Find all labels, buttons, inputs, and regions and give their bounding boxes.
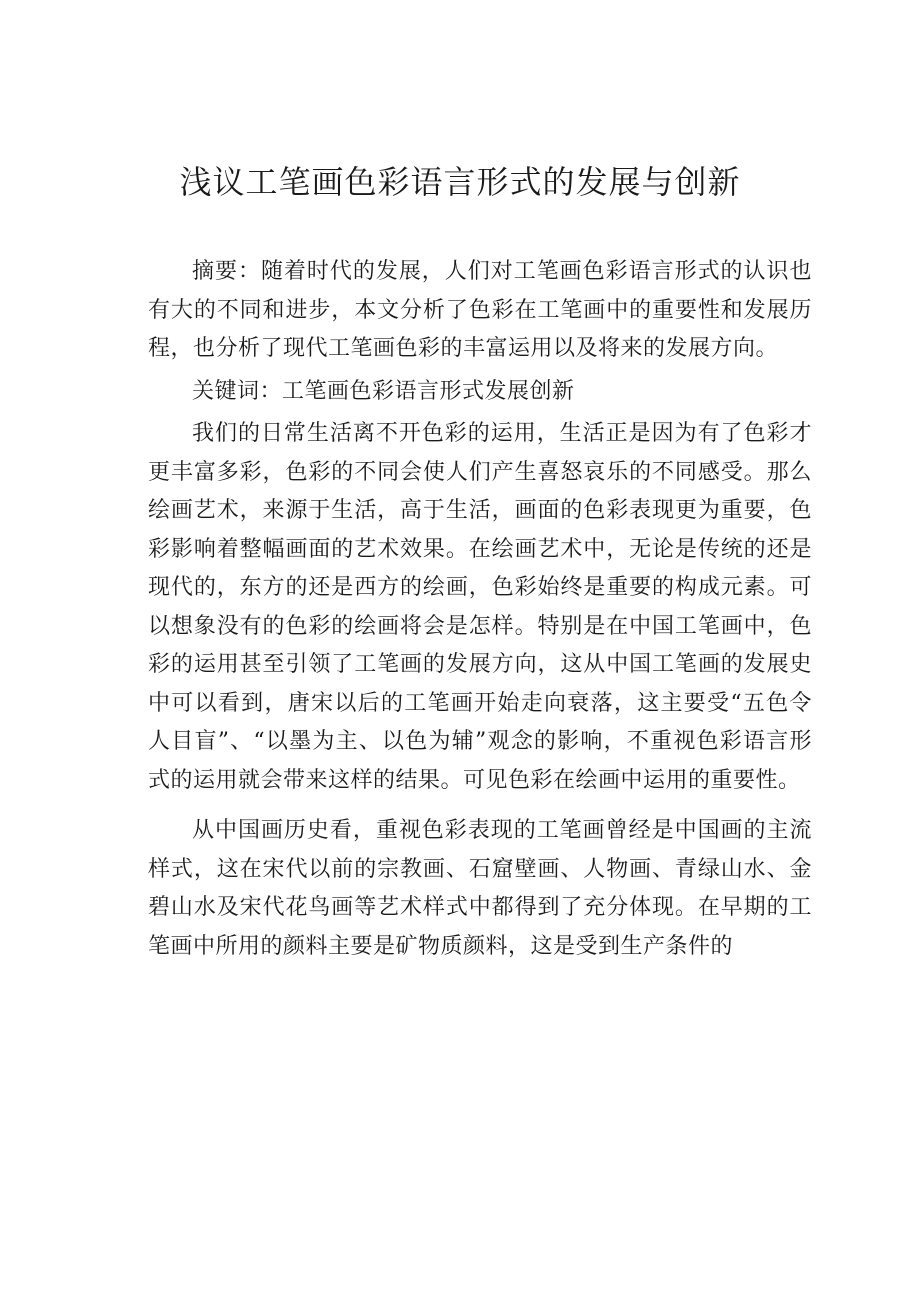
abstract-paragraph: 摘要：随着时代的发展，人们对工笔画色彩语言形式的认识也有大的不同和进步，本文分析了色彩在工笔画中的重要性和发展历程，也分析了现代工笔画色彩的丰富运用以及将来的发展方向。 [148, 259, 812, 361]
body-paragraph: 我们的日常生活离不开色彩的运用，生活正是因为有了色彩才更丰富多彩，色彩的不同会使人们产生喜怒哀乐的不同感受。那么绘画艺术，来源于生活，高于生活，画面的色彩表现更为重要，色彩影响着整幅画面的艺术效果。在绘画艺术中，无论是传统的还是现代的，东方的还是西方的绘画，色彩始终是重要的构成元素。可以想象没有的色彩的绘画将会是怎样。特别是在中国工笔画中，色彩的运用甚至引领了工笔画的发展方向，这从中国工笔画的发展史中可以看到，唐宋以后的工笔画开始走向衰落，这主要受“五色令人目盲”、“以墨为主、以色为辅”观念的影响，不重视色彩语言形式的运用就会带来这样的结果。可见色彩在绘画中运用的重要性。 [148, 421, 812, 793]
body-paragraph: 从中国画历史看，重视色彩表现的工笔画曾经是中国画的主流样式，这在宋代以前的宗教画、石窟壁画、人物画、青绿山水、金碧山水及宋代花鸟画等艺术样式中都得到了充分体现。在早期的工笔画中所用的颜料主要是矿物质颜料，这是受到生产条件的 [148, 818, 812, 959]
document-body [148, 253, 812, 966]
keywords-paragraph: 关键词：工笔画色彩语言形式发展创新 [192, 378, 575, 404]
document-title: 浅议工笔画色彩语言形式的发展与创新 [179, 163, 741, 201]
